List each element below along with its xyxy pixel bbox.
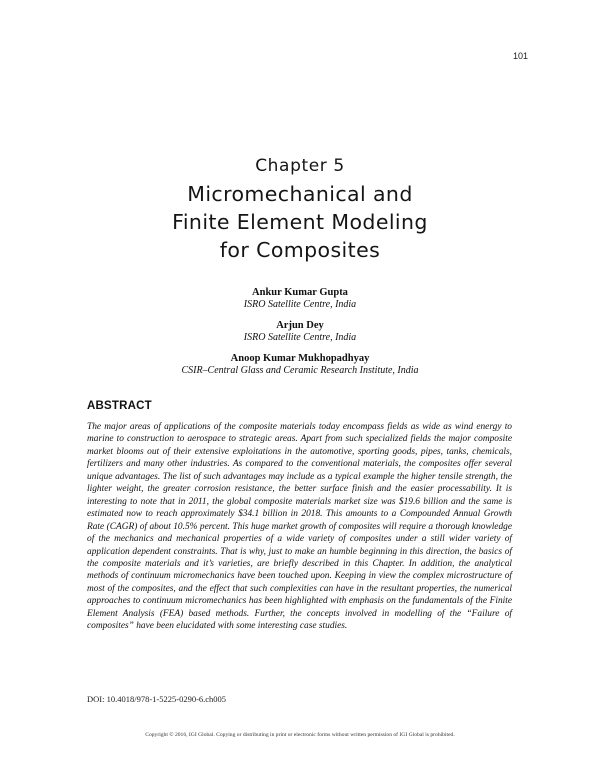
chapter-title-line-3: for Composites: [219, 238, 381, 262]
chapter-title-line-1: Micromechanical and: [187, 182, 413, 206]
abstract-heading: ABSTRACT: [87, 400, 152, 412]
chapter-label: Chapter 5: [255, 156, 345, 176]
author-name: Ankur Kumar Gupta: [252, 287, 348, 298]
page-number: 101: [512, 51, 528, 61]
author-affiliation: CSIR–Central Glass and Ceramic Research Institute, India: [181, 365, 419, 376]
author-list: [0, 287, 600, 386]
chapter-title: [0, 180, 600, 264]
author-block: [0, 287, 600, 311]
author-block: [0, 353, 600, 377]
copyright-notice: Copyright © 2016, IGI Global. Copying or distributing in print or electronic forms without written permission of IGI Global is prohibited.: [145, 732, 455, 738]
chapter-title-line-2: Finite Element Modeling: [172, 210, 428, 234]
author-block: [0, 320, 600, 344]
author-name: Anoop Kumar Mukhopadhyay: [230, 353, 370, 364]
author-affiliation: ISRO Satellite Centre, India: [243, 332, 357, 343]
author-name: Arjun Dey: [276, 320, 324, 331]
doi-line: DOI: 10.4018/978-1-5225-0290-6.ch005: [87, 694, 227, 704]
abstract-body: The major areas of applications of the composite materials today encompass fields as wide as wind energy to marine to construction to aerospace to strategic areas. Apart from such specialized fields the major composite market blooms out of their extensive exploitations in the automotive, sporting goods, pipes, tanks, chemicals, fertilizers and many other industries. As compared to the conventional materials, the composites offer several unique advantages. The list of such advantages may include as a typical example the higher tensile strength, the lighter weight, the greater corrosion resistance, the better surface finish and the easier processability. It is interesting to note that in 2011, the global composite materials market size was $19.6 billion and the same is estimated now to reach approximately $34.1 billion in 2018. This amounts to a Compounded Annual Growth Rate (CAGR) of about 10.5% percent. This huge market growth of composites will require a thorough knowledge of the mechanics and mechanical properties of a wide variety of composites under a still wider variety of application dependent constraints. That is why, just to make an humble beginning in this direction, the basics of the composite materials and it’s varieties, are briefly described in this Chapter. In addition, the analytical methods of continuum micromechanics have been touched upon. Keeping in view the complex microstructure of most of the composites, and the effect that such complexities can have in the resultant properties, the numerical approaches to continuum micromechanics has been highlighted with emphasis on the fundamentals of the Finite Element Analysis (FEA) based methods. Further, the concepts involved in modelling of the “Failure of composites” have been elucidated with some interesting case studies.: [87, 422, 512, 632]
author-affiliation: ISRO Satellite Centre, India: [243, 299, 357, 310]
